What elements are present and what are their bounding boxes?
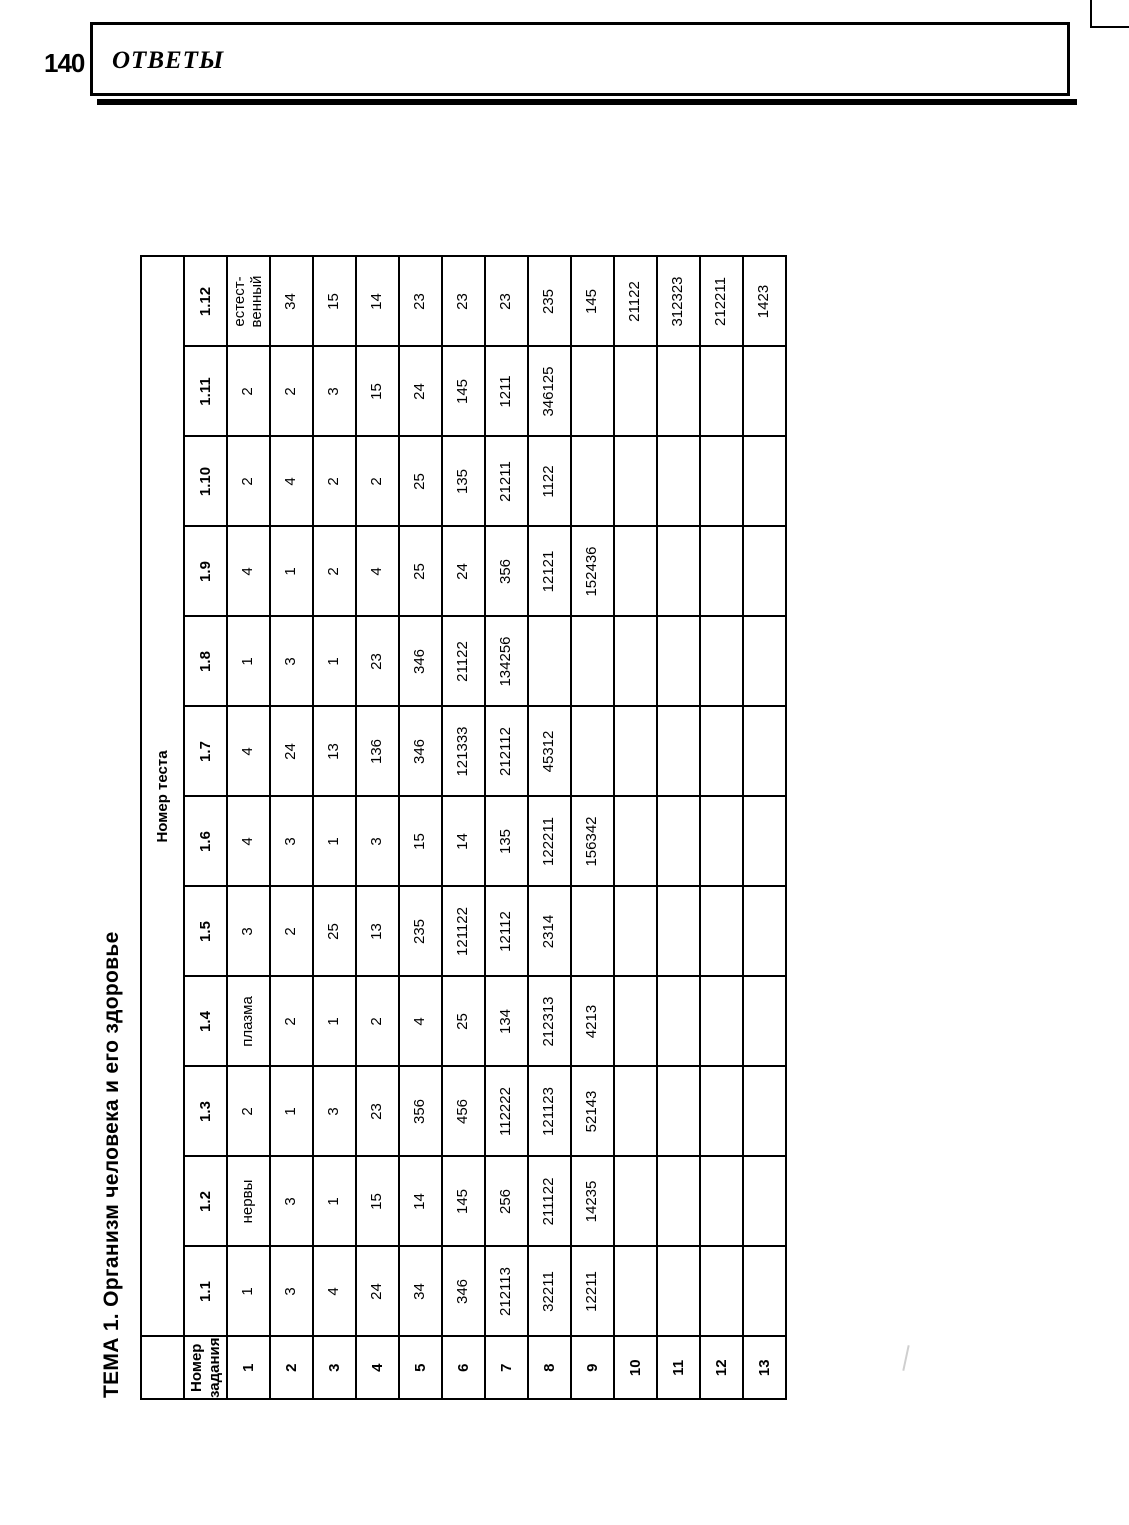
answer-cell [657,527,700,617]
answer-cell: 1 [227,1247,270,1337]
answer-cell: 25 [399,437,442,527]
answer-cell [743,437,786,527]
answer-cell: 2 [270,887,313,977]
row-number: 10 [614,1337,657,1400]
answer-cell: 2 [270,347,313,437]
answer-cell: 156342 [571,797,614,887]
answer-cell: 256 [485,1157,528,1247]
answer-cell: нервы [227,1157,270,1247]
row-number: 7 [485,1337,528,1400]
answer-cell: 34 [399,1247,442,1337]
answer-cell: 23 [485,257,528,347]
answer-cell: 2314 [528,887,571,977]
answer-cell: 136 [356,707,399,797]
answer-cell: 4 [227,527,270,617]
rotated-content [100,110,787,1400]
answer-cell: плазма [227,977,270,1067]
answer-cell [700,617,743,707]
answer-cell: 212313 [528,977,571,1067]
answer-cell: 15 [313,257,356,347]
answer-cell [743,707,786,797]
answer-cell: 4213 [571,977,614,1067]
answer-cell [700,1067,743,1157]
answer-cell: 34 [270,257,313,347]
answer-cell [657,347,700,437]
table-row [614,257,657,1400]
supertitle-corner-blank [141,1337,184,1400]
answer-cell: 145 [442,1157,485,1247]
answer-cell: 52143 [571,1067,614,1157]
answer-cell: 212211 [700,257,743,347]
answer-cell [657,617,700,707]
answer-cell: 2 [313,527,356,617]
answer-cell: 32211 [528,1247,571,1337]
answer-cell: 312323 [657,257,700,347]
table-row [227,257,270,1400]
answer-cell: 1211 [485,347,528,437]
column-header-1-5: 1.5 [184,887,227,977]
answer-cell [614,887,657,977]
row-number: 6 [442,1337,485,1400]
answer-cell: 4 [399,977,442,1067]
answer-cell [743,347,786,437]
answer-cell: 25 [313,887,356,977]
answer-cell: 24 [270,707,313,797]
row-number: 8 [528,1337,571,1400]
answer-cell: 134256 [485,617,528,707]
column-header-1-3: 1.3 [184,1067,227,1157]
answer-cell: 3 [270,1157,313,1247]
answer-cell: 15 [356,347,399,437]
answer-cell [743,527,786,617]
column-header-1-2: 1.2 [184,1157,227,1247]
answer-cell: 14 [399,1157,442,1247]
answer-cell: 121123 [528,1067,571,1157]
answer-cell: 24 [356,1247,399,1337]
answer-cell: 112222 [485,1067,528,1157]
answer-cell [657,887,700,977]
answer-cell: 1423 [743,257,786,347]
answer-cell: 122211 [528,797,571,887]
answer-cell [571,707,614,797]
row-number: 9 [571,1337,614,1400]
answers-table-body [227,257,786,1400]
answer-cell: 211122 [528,1157,571,1247]
page-number: 140 [44,48,85,78]
answers-table [140,256,787,1401]
answer-cell: 1 [313,797,356,887]
corner-label-line1: Номер [188,1343,206,1392]
answer-cell: 4 [270,437,313,527]
answer-cell: 12112 [485,887,528,977]
column-header-1-9: 1.9 [184,527,227,617]
answer-cell: 14 [356,257,399,347]
answer-cell: 24 [399,347,442,437]
answer-cell [657,1157,700,1247]
answer-cell [657,1247,700,1337]
answer-cell [614,1157,657,1247]
answer-cell: 346 [442,1247,485,1337]
answer-cell: 2 [227,1067,270,1157]
answer-cell [700,887,743,977]
answer-cell: 23 [356,617,399,707]
answer-cell: 145 [442,347,485,437]
answer-cell: естест- венный [227,257,270,347]
answer-cell [743,617,786,707]
column-header-1-12: 1.12 [184,257,227,347]
answer-cell: 4 [356,527,399,617]
table-row [270,257,313,1400]
row-number: 4 [356,1337,399,1400]
answer-cell: 456 [442,1067,485,1157]
answer-cell [571,887,614,977]
corner-label-line2: задания [205,1337,223,1398]
answer-cell: 23 [442,257,485,347]
answer-cell: 3 [356,797,399,887]
answer-cell: 2 [356,977,399,1067]
answer-cell: 25 [399,527,442,617]
answer-cell: 4 [227,797,270,887]
answer-cell: 1 [313,1157,356,1247]
table-row [528,257,571,1400]
answer-cell [700,527,743,617]
answer-cell [700,977,743,1067]
answer-cell: 3 [270,797,313,887]
answer-cell [743,1247,786,1337]
answer-cell: 356 [399,1067,442,1157]
column-header-1-8: 1.8 [184,617,227,707]
answer-cell [614,797,657,887]
answer-cell: 21211 [485,437,528,527]
answer-cell [614,437,657,527]
answer-cell [657,707,700,797]
answer-cell: 1 [227,617,270,707]
answer-cell [700,707,743,797]
answer-cell: 23 [399,257,442,347]
answer-cell: 1 [270,1067,313,1157]
answer-cell [657,437,700,527]
answer-cell: 25 [442,977,485,1067]
row-number: 1 [227,1337,270,1400]
answer-cell: 1122 [528,437,571,527]
answer-cell: 1 [313,977,356,1067]
answer-cell [614,1247,657,1337]
table-supertitle-row [141,257,184,1400]
answer-cell: 13 [313,707,356,797]
answer-cell: 1 [313,617,356,707]
column-header-1-11: 1.11 [184,347,227,437]
answer-cell: 23 [356,1067,399,1157]
answer-cell: 2 [227,437,270,527]
answer-cell: 21122 [442,617,485,707]
answer-cell: 235 [399,887,442,977]
row-number: 3 [313,1337,356,1400]
column-header-1-7: 1.7 [184,707,227,797]
answer-cell: 2 [270,977,313,1067]
answer-cell: 3 [313,347,356,437]
answer-cell: 13 [356,887,399,977]
supertitle-label: Номер теста [141,257,184,1337]
answer-cell: 3 [270,1247,313,1337]
answer-cell: 134 [485,977,528,1067]
corner-label [184,1337,227,1400]
row-number: 11 [657,1337,700,1400]
row-number: 13 [743,1337,786,1400]
answer-cell: 3 [270,617,313,707]
answer-cell [700,347,743,437]
answer-cell: 346 [399,617,442,707]
answer-cell: 152436 [571,527,614,617]
table-row [313,257,356,1400]
answer-cell [614,617,657,707]
answer-cell: 3 [313,1067,356,1157]
answer-cell: 45312 [528,707,571,797]
answer-cell: 4 [313,1247,356,1337]
answer-cell: 4 [227,707,270,797]
answer-cell: 212112 [485,707,528,797]
answer-cell: 235 [528,257,571,347]
table-row [485,257,528,1400]
row-number: 5 [399,1337,442,1400]
answer-cell [700,437,743,527]
answer-cell [700,1157,743,1247]
answer-cell: 3 [227,887,270,977]
table-row [657,257,700,1400]
answer-cell: 24 [442,527,485,617]
answer-cell: 145 [571,257,614,347]
answer-cell [657,1067,700,1157]
column-header-1-10: 1.10 [184,437,227,527]
table-row [743,257,786,1400]
answer-cell [571,617,614,707]
answer-cell: 135 [442,437,485,527]
answer-cell: 2 [356,437,399,527]
answers-table-head [141,257,227,1400]
answer-cell [528,617,571,707]
answer-cell [571,437,614,527]
answer-cell: 1 [270,527,313,617]
answer-cell: 12211 [571,1247,614,1337]
answer-cell: 121122 [442,887,485,977]
answer-cell: 2 [313,437,356,527]
answer-cell [743,977,786,1067]
answer-cell [614,527,657,617]
answer-cell: 346 [399,707,442,797]
answer-cell: 212113 [485,1247,528,1337]
table-row [571,257,614,1400]
column-header-1-4: 1.4 [184,977,227,1067]
answer-cell [614,347,657,437]
answer-cell [743,887,786,977]
answer-cell [700,1247,743,1337]
answer-cell: 14235 [571,1157,614,1247]
answer-cell: 14 [442,797,485,887]
column-header-1-1: 1.1 [184,1247,227,1337]
answer-cell [571,347,614,437]
section-title: ТЕМА 1. Организм человека и его здоровье [100,931,123,1398]
header-title: ОТВЕТЫ [112,47,225,74]
row-number: 12 [700,1337,743,1400]
answer-cell: 2 [227,347,270,437]
table-header-row [184,257,227,1400]
answer-cell [614,1067,657,1157]
table-row [442,257,485,1400]
table-row [700,257,743,1400]
column-header-1-6: 1.6 [184,797,227,887]
answer-cell: 21122 [614,257,657,347]
answer-cell [657,977,700,1067]
answer-cell [614,977,657,1067]
answer-cell: 356 [485,527,528,617]
table-row [399,257,442,1400]
answer-cell [700,797,743,887]
table-row [356,257,399,1400]
answer-cell: 135 [485,797,528,887]
answer-cell [614,707,657,797]
row-number: 2 [270,1337,313,1400]
answer-cell [657,797,700,887]
answer-cell: 346125 [528,347,571,437]
answer-cell [743,1157,786,1247]
answer-cell: 12121 [528,527,571,617]
answer-cell: 15 [356,1157,399,1247]
answer-cell: 121333 [442,707,485,797]
answer-cell [743,1067,786,1157]
answer-cell [743,797,786,887]
answer-cell: 15 [399,797,442,887]
